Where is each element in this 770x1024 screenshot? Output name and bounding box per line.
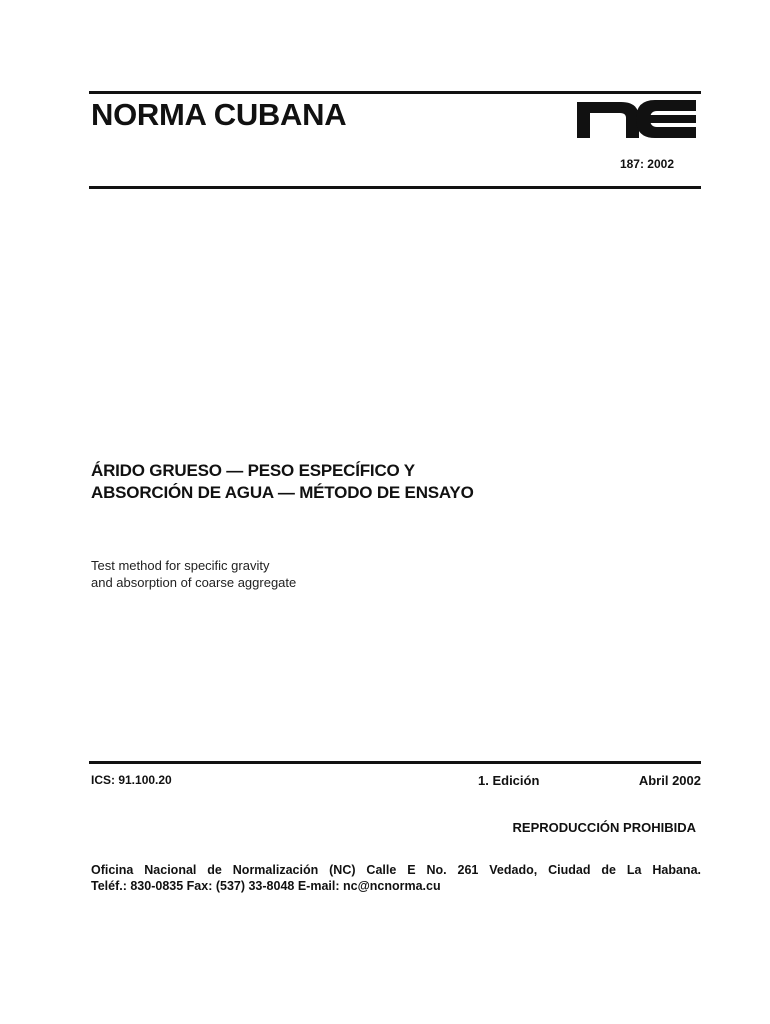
title-es-line-2: ABSORCIÓN DE AGUA — MÉTODO DE ENSAYO	[91, 483, 474, 502]
contact-phone-email: Teléf.: 830-0835 Fax: (537) 33-8048 E-mail: nc@ncnorma.cu	[91, 879, 441, 893]
top-divider	[89, 91, 701, 94]
reproduction-notice: REPRODUCCIÓN PROHIBIDA	[512, 820, 696, 835]
nc-logo	[577, 100, 696, 138]
title-en-line-1: Test method for specific gravity	[91, 558, 270, 573]
document-title-spanish	[91, 460, 474, 504]
page-title: NORMA CUBANA	[91, 97, 347, 132]
document-title-english	[91, 557, 296, 591]
contact-address: Oficina Nacional de Normalización (NC) Calle E No. 261 Vedado, Ciudad de La Habana.	[91, 863, 701, 877]
title-es-line-1: ÁRIDO GRUESO — PESO ESPECÍFICO Y	[91, 461, 415, 480]
header-divider	[89, 186, 701, 189]
footer-divider	[89, 761, 701, 764]
title-en-line-2: and absorption of coarse aggregate	[91, 575, 297, 590]
standard-number: 187: 2002	[619, 157, 674, 171]
ics-code: ICS: 91.100.20	[91, 773, 172, 787]
contact-info	[91, 862, 701, 894]
publication-date: Abril 2002	[638, 773, 701, 788]
edition-label: 1. Edición	[478, 773, 540, 788]
